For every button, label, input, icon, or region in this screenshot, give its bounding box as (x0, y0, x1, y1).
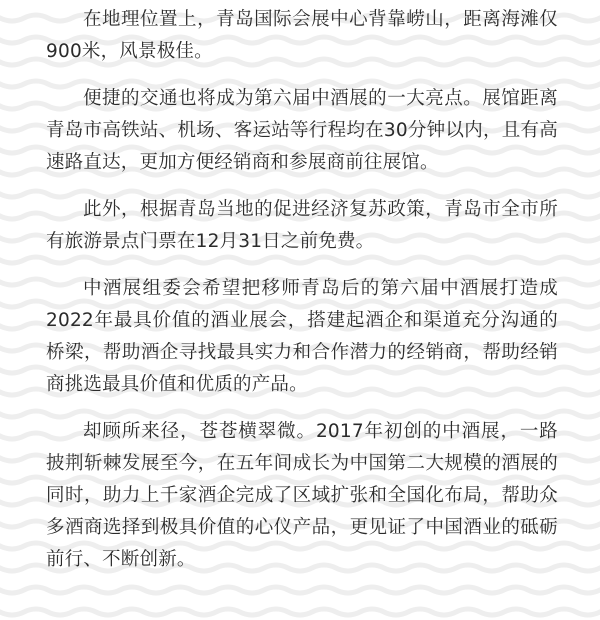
paragraph-transport: 便捷的交通也将成为第六届中酒展的一大亮点。展馆距离青岛市高铁站、机场、客运站等行程均在30分钟以内，且有高速路直达，更加方便经销商和参展商前往展馆。 (46, 88, 558, 173)
paragraph-tourism-policy: 此外，根据青岛当地的促进经济复苏政策，青岛市全市所有旅游景点门票在12月31日之前免费。 (46, 199, 558, 252)
paragraph-organizer-goal: 中酒展组委会希望把移师青岛后的第六届中酒展打造成2022年最具价值的酒业展会，搭建起酒企和渠道充分沟通的桥梁，帮助酒企寻找最具实力和合作潜力的经销商，帮助经销商挑选最具价值和优质的产品。 (46, 278, 558, 395)
wave-line (0, 609, 600, 615)
paragraph-history: 却顾所来径，苍苍横翠微。2017年初创的中酒展，一路披荆斩棘发展至今，在五年间成长为中国第二大规模的酒展的同时，助力上千家酒企完成了区域扩张和全国化布局，帮助众多酒商选择到极具价值的心仪产品，更见证了中国酒业的砥砺前行、不断创新。 (46, 421, 558, 570)
article-body (46, 4, 558, 591)
paragraph-location: 在地理位置上，青岛国际会展中心背靠崂山，距离海滩仅900米，风景极佳。 (46, 9, 558, 62)
